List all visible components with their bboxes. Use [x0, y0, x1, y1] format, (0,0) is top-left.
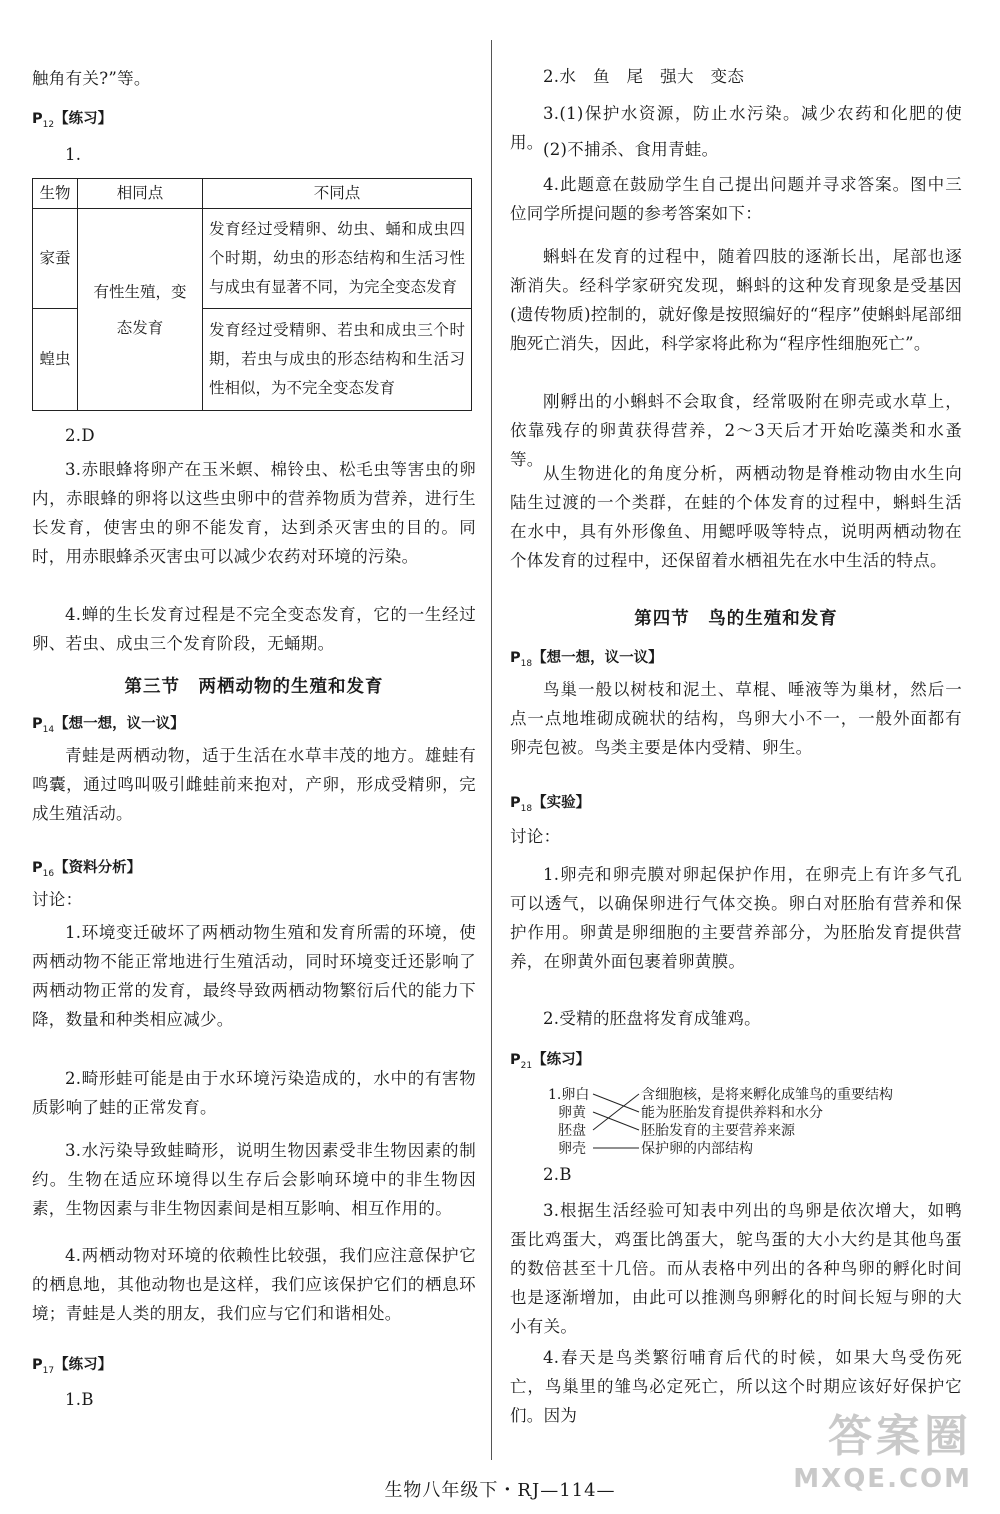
exercise-3-part-1: 3.(1)保护水资源，防止水污染。减少农药和化肥的使用。: [510, 104, 962, 152]
match-right-2: 能为胚胎发育提供养料和水分: [641, 1105, 823, 1121]
table-header-organism: 生物: [33, 179, 78, 209]
watermark-logo: [793, 1400, 972, 1494]
column-divider: [491, 40, 492, 1460]
comparison-table: [32, 178, 472, 411]
answer-2: 2.D: [65, 426, 95, 445]
answer-3: 3.赤眼蜂将卵产在玉米螟、棉铃虫、松毛虫等害虫的卵内，赤眼蜂的卵将以这些虫卵中的营养物质为营养，进行生长发育，使害虫的卵不能发育，达到杀灭害虫的目的。同时，用赤眼蜂杀灭害虫可以减少农药对环境的污染。: [32, 460, 476, 566]
heading-p18-experiment: $P_{18}$【实验】: [510, 795, 591, 814]
match-right-4: 保护卵的内部结构: [641, 1141, 753, 1157]
continued-text: 触角有关?”等。: [32, 69, 151, 88]
exercise-4: 4.此题意在鼓励学生自己提出问题并寻求答案。图中三位同学所提问题的参考答案如下：: [510, 175, 962, 223]
table-cell-common: 有性生殖，变态发育: [78, 209, 203, 411]
table-cell-silkworm: 家蚕: [33, 209, 78, 309]
match-right-3: 胚胎发育的主要营养来源: [641, 1123, 795, 1139]
tadpole-paragraph-1: 蝌蚪在发育的过程中，随着四肢的逐渐长出，尾部也逐渐消失。经科学家研究发现，蝌蚪的这种发育现象是受基因(遗传物质)控制的，就好像是按照编好的“程序”使蝌蚪尾部细胞死亡消失，因此，科学家将此称为“程序性细胞死亡”。: [510, 247, 962, 353]
table-cell-locust-diff: 发育经过受精卵、若虫和成虫三个时期，若虫与成虫的形态结构和生活习性相似，为不完全变态发育: [203, 309, 472, 411]
discussion-label: 讨论：: [32, 890, 83, 909]
watermark-text: 答案圈: [828, 1411, 972, 1462]
discussion-3: 3.水污染导致蛙畸形，说明生物因素受非生物因素的制约。生物在适应环境得以生存后会影响环境中的非生物因素，生物因素与非生物因素间是相互影响、相互作用的。: [32, 1141, 476, 1218]
question-1-label: 1.: [65, 145, 82, 164]
tadpole-paragraph-2: 刚孵出的小蝌蚪不会取食，经常吸附在卵壳或水草上，依靠残存的卵黄获得营养，2～3天后才开始吃藻类和水蚤等。: [510, 392, 962, 469]
discussion-1: 1.环境变迁破坏了两栖动物生殖和发育所需的环境，使两栖动物不能正常地进行生殖活动，同时环境变迁还影响了两栖动物正常的发育，最终导致两栖动物繁衍后代的能力下降，数量和种类相应减少。: [32, 923, 476, 1029]
practice-answer-3: 3.根据生活经验可知表中列出的鸟卵是依次增大，如鸭蛋比鸡蛋大，鸡蛋比鸽蛋大，鸵鸟蛋的大小大约是其他鸟蛋的数倍甚至十几倍。而从表格中列出的各种鸟卵的孵化时间也是逐渐增加，由此可以推测鸟卵孵化的时间长短与卵的大小有关。: [510, 1201, 962, 1336]
matching-exercise: [510, 1084, 930, 1157]
table-cell-silkworm-diff: 发育经过受精卵、幼虫、蛹和成虫四个时期，幼虫的形态结构和生活习性与成虫有显著不同，为完全变态发育: [203, 209, 472, 309]
heading-p14-think: $P_{14}$【想一想，议一议】: [32, 716, 185, 735]
discussion-4: 4.两栖动物对环境的依赖性比较强，我们应注意保护它的栖息地，其他动物也是这样，我们应该保护它们的栖息环境；青蛙是人类的朋友，我们应与它们和谐相处。: [32, 1246, 476, 1323]
match-left-shell: 卵壳: [558, 1141, 586, 1157]
heading-p12-practice: $P_{12}$【练习】: [32, 111, 113, 130]
heading-p17-practice: $P_{17}$【练习】: [32, 1357, 113, 1376]
heading-p21-practice: $P_{21}$【练习】: [510, 1052, 591, 1071]
match-left-yolk: 卵黄: [558, 1105, 586, 1121]
experiment-discussion-2: 2.受精的胚盘将发育成雏鸡。: [543, 1009, 761, 1028]
page-footer: 生物八年级下・RJ—114—: [384, 1480, 616, 1501]
match-right-1: 含细胞核，是将来孵化成雏鸟的重要结构: [641, 1087, 893, 1103]
practice-answer-2: 2.B: [543, 1165, 572, 1184]
exercise-3-part-2: (2)不捕杀、食用青蛙。: [543, 140, 719, 159]
answer-4: 4.蝉的生长发育过程是不完全变态发育，它的一生经过卵、若虫、成虫三个发育阶段，无蛹期。: [32, 605, 476, 653]
tadpole-paragraph-3: 从生物进化的角度分析，两栖动物是脊椎动物由水生向陆生过渡的一个类群，在蛙的个体发育的过程中，蝌蚪生活在水中，具有外形像鱼、用鳃呼吸等特点，说明两栖动物在个体发育的过程中，还保留着水栖祖先在水中生活的特点。: [510, 464, 962, 570]
frog-paragraph: 青蛙是两栖动物，适于生活在水草丰茂的地方。雄蛙有鸣囊，通过鸣叫吸引雌蛙前来抱对，产卵，形成受精卵，完成生殖活动。: [32, 746, 476, 823]
watermark-url: MXQE.COM: [793, 1464, 972, 1494]
heading-p16-analysis: $P_{16}$【资料分析】: [32, 860, 142, 879]
table-cell-locust: 蝗虫: [33, 309, 78, 411]
practice-answer-4: 4.春天是鸟类繁衍哺育后代的时候，如果大鸟受伤死亡，鸟巢里的雏鸟必定死亡，所以这个时期应该好好保护它们。因为: [510, 1348, 962, 1425]
discussion-label-2: 讨论：: [510, 827, 561, 846]
match-left-egg-white: 1.卵白: [548, 1087, 590, 1103]
exercise-2: 2.水 鱼 尾 强大 变态: [543, 67, 745, 86]
heading-p18-think: $P_{18}$【想一想，议一议】: [510, 650, 663, 669]
exercise-1: 1.B: [65, 1390, 94, 1409]
discussion-2: 2.畸形蛙可能是由于水环境污染造成的，水中的有害物质影响了蛙的正常发育。: [32, 1069, 476, 1117]
section-3-title: 第三节 两栖动物的生殖和发育: [124, 677, 384, 697]
matching-lines: [510, 1084, 650, 1156]
table-header-difference: 不同点: [203, 179, 472, 209]
match-left-blastodisc: 胚盘: [558, 1123, 586, 1139]
table-header-similarity: 相同点: [78, 179, 203, 209]
nest-paragraph: 鸟巢一般以树枝和泥土、草棍、唾液等为巢材，然后一点一点地堆砌成碗状的结构，鸟卵大小不一，一般外面都有卵壳包被。鸟类主要是体内受精、卵生。: [510, 680, 962, 757]
section-4-title: 第四节 鸟的生殖和发育: [634, 609, 838, 629]
experiment-discussion-1: 1.卵壳和卵壳膜对卵起保护作用，在卵壳上有许多气孔可以透气，以确保卵进行气体交换。卵白对胚胎有营养和保护作用。卵黄是卵细胞的主要营养部分，为胚胎发育提供营养，在卵黄外面包裹着卵黄膜。: [510, 865, 962, 971]
